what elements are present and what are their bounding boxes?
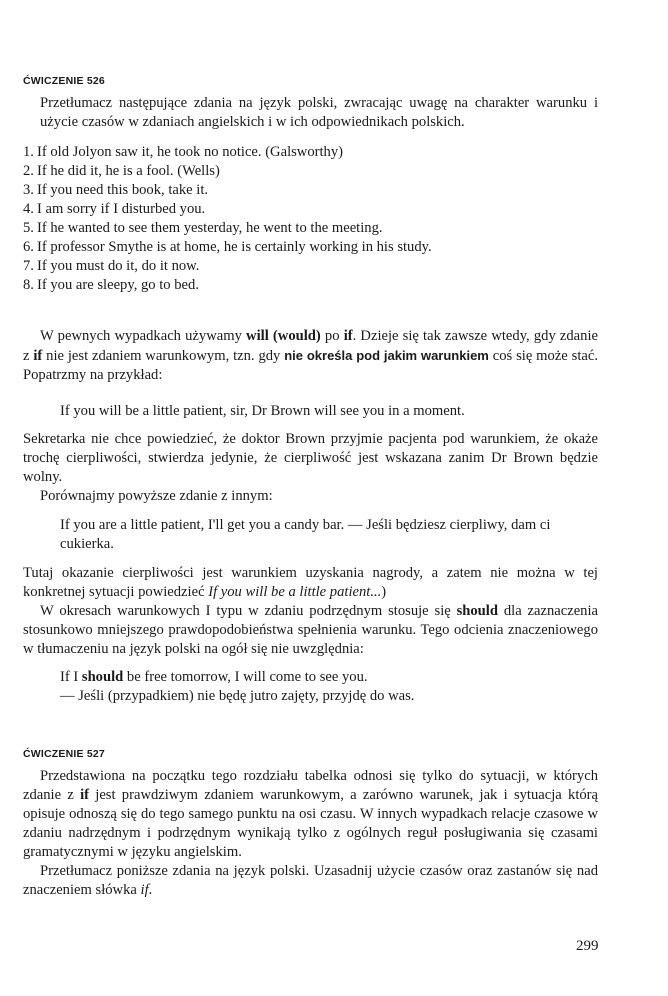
sentence-text: If professor Smythe is at home, he is certainly working in his study. bbox=[37, 239, 432, 255]
sentence-item bbox=[23, 276, 598, 295]
sentence-text: If he did it, he is a fool. (Wells) bbox=[37, 163, 220, 179]
exercise-526-sentences bbox=[23, 143, 598, 295]
page-number: 299 bbox=[576, 938, 599, 954]
sentence-item bbox=[23, 181, 598, 200]
sentence-item bbox=[23, 219, 598, 238]
sentence-number: 7. bbox=[23, 258, 34, 274]
sentence-number: 4. bbox=[23, 201, 34, 217]
sentence-item bbox=[23, 257, 598, 276]
exercise-527-text: Przedstawiona na początku tego rozdziału tabelka odnosi się tylko do sytuacji, w których zdanie z if jest prawdziwym zdaniem warunkowym, a zarówno warunek, jak i sytuacja którą opisuje odnoszą się do tego samego punktu na osi czasu. W innych wypadkach relacje czasowe w zdaniu nadrzędnym i podrzędnym wynikają tylko z ogólnych reguł posługiwania się czasami gramatycznymi w języku angielskim. Przetłumacz poniższe zdania na język polski. Uzasadnij użycie czasów oraz zastanów się nad znaczeniem słówka if. bbox=[23, 768, 599, 898]
explanation-paragraph-3: Tutaj okazanie cierpliwości jest warunkiem uzyskania nagrody, a zatem nie można w tej konkretnej sytuacji powiedzieć If you will be a little patient...) W okresach warunkowych I typu w zdaniu podrzędnym stosuje się should dla zaznaczenia stosunkowo mniejszego prawdopodobieństwa spełnienia warunku. Tego odcienia znaczeniowego w tłumaczeniu na język polski na ogół się nie uwzględnia: bbox=[23, 565, 598, 657]
sentence-item bbox=[23, 143, 598, 162]
example-3: If I should be free tomorrow, I will come to see you. — Jeśli (przypadkiem) nie będę jutro zajęty, przyjdę do was. bbox=[60, 669, 415, 704]
sentence-number: 8. bbox=[23, 277, 34, 293]
sentence-text: I am sorry if I disturbed you. bbox=[37, 201, 206, 217]
explanation-paragraph-2: Sekretarka nie chce powiedzieć, że doktor Brown przyjmie pacjenta pod warunkiem, że okaże trochę cierpliwości, stwierdza jedynie, że cierpliwość jest wskazana zanim Dr Brown będzie wolny. Porównajmy powyższe zdanie z innym: bbox=[23, 431, 598, 504]
example-1: If you will be a little patient, sir, Dr Brown will see you in a moment. bbox=[60, 403, 465, 419]
sentence-text: If you must do it, do it now. bbox=[37, 258, 200, 274]
sentence-number: 5. bbox=[23, 220, 34, 236]
sentence-item bbox=[23, 162, 598, 181]
sentence-number: 1. bbox=[23, 144, 34, 160]
sentence-text: If old Jolyon saw it, he took no notice. (Galsworthy) bbox=[37, 144, 344, 160]
exercise-526-heading: ĆWICZENIE 526 bbox=[23, 75, 105, 87]
exercise-526-instruction: Przetłumacz następujące zdania na język polski, zwracając uwagę na charakter warunku i użycie czasów w zdaniach angielskich i w ich odpowiednikach polskich. bbox=[40, 95, 598, 130]
sentence-text: If you need this book, take it. bbox=[37, 182, 209, 198]
sentence-number: 3. bbox=[23, 182, 34, 198]
sentence-number: 6. bbox=[23, 239, 34, 255]
sentence-item bbox=[23, 238, 598, 257]
example-2: If you are a little patient, I'll get you a candy bar. — Jeśli będziesz cierpliwy, dam ci cukierka. bbox=[60, 517, 551, 552]
exercise-527-heading: ĆWICZENIE 527 bbox=[23, 748, 105, 760]
sentence-text: If you are sleepy, go to bed. bbox=[37, 277, 199, 293]
explanation-paragraph-1: W pewnych wypadkach używamy will (would) po if. Dzieje się tak zawsze wtedy, gdy zdanie z if nie jest zdaniem warunkowym, tzn. gdy nie określa pod jakim warunkiem coś się może stać. Popatrzmy na przykład: bbox=[23, 328, 598, 383]
sentence-number: 2. bbox=[23, 163, 34, 179]
sentence-item bbox=[23, 200, 598, 219]
sentence-text: If he wanted to see them yesterday, he went to the meeting. bbox=[37, 220, 383, 236]
